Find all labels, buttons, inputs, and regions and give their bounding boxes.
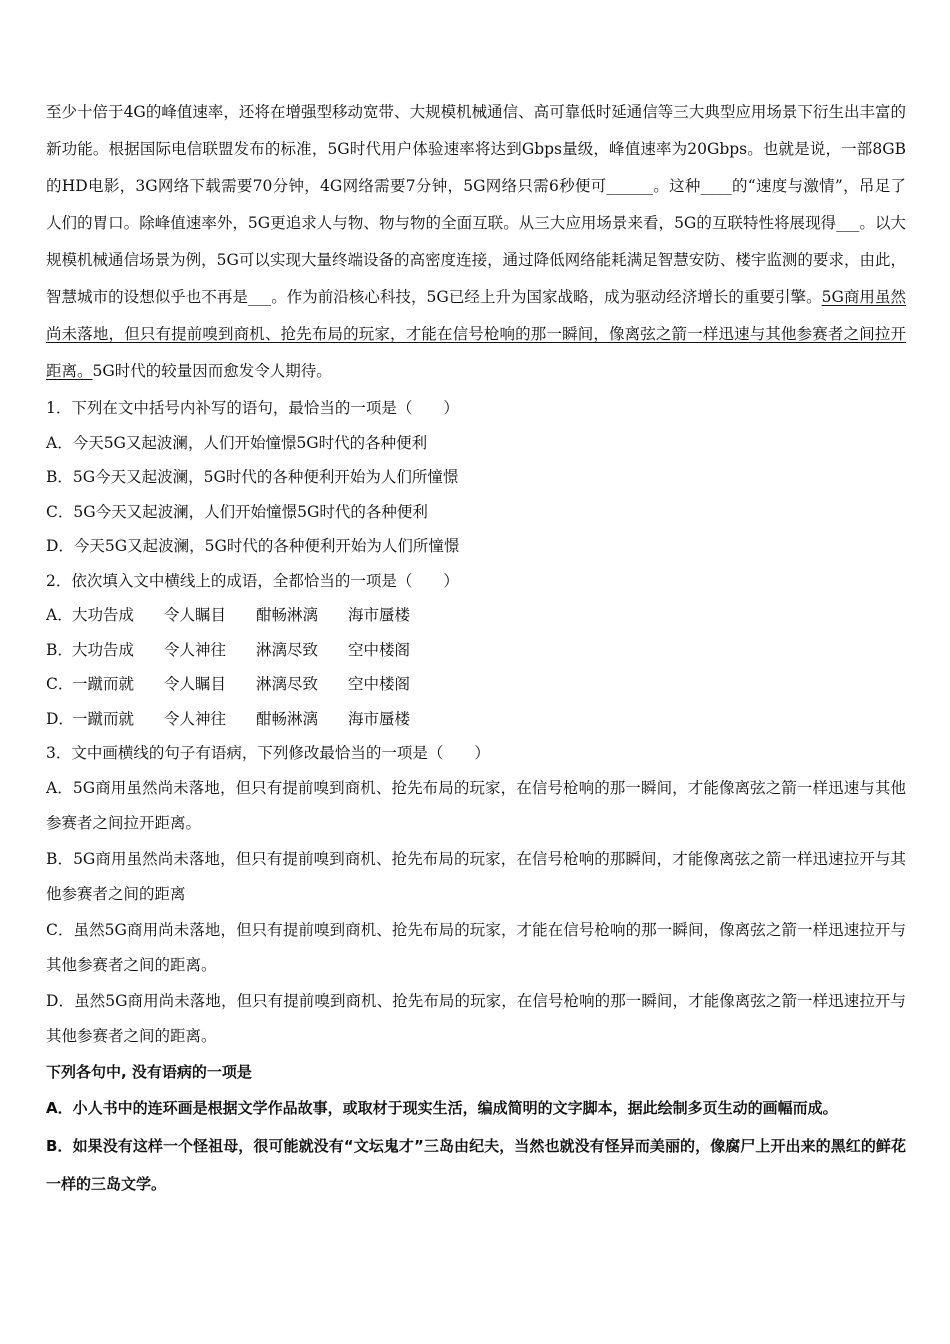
option-letter: D． [46,709,74,728]
idiom: 海市蜃楼 [348,709,411,728]
question-1-stem: 1．下列在文中括号内补写的语句，最恰当的一项是（ ） [46,399,459,417]
question-2 [46,564,906,737]
question-1-option-a[interactable]: A．今天5G又起波澜，人们开始憧憬5G时代的各种便利 [46,433,428,452]
idiom: 一蹴而就 [72,675,135,693]
exam-page [46,94,906,1203]
question-2-option-c[interactable] [46,667,906,702]
idiom: 令人瞩目 [164,606,227,624]
question-4 [46,1055,906,1203]
idiom: 令人瞩目 [164,675,227,693]
question-1-option-c[interactable]: C．5G今天又起波澜，人们开始憧憬5G时代的各种便利 [46,502,428,521]
idiom: 令人神往 [164,709,227,728]
question-3-option-b[interactable]: B．5G商用虽然尚未落地，但只有提前嗅到商机、抢先布局的玩家，在信号枪响的那瞬间，才能像离弦之箭一样迅速拉开与其他参赛者之间的距离 [46,849,906,903]
question-4-option-a[interactable]: A．小人书中的连环画是根据文学作品故事，或取材于现实生活，编成简明的文字脚本，据此绘制多页生动的画幅而成。 [46,1098,838,1117]
question-2-option-b[interactable] [46,633,906,668]
question-2-option-d[interactable] [46,702,906,737]
idiom: 酣畅淋漓 [256,709,319,728]
idiom: 淋漓尽致 [256,675,319,693]
question-2-option-a[interactable] [46,598,906,633]
option-letter: A． [46,606,73,624]
idiom: 大功告成 [72,606,135,624]
question-1-option-b[interactable]: B．5G今天又起波澜，5G时代的各种便利开始为人们所憧憬 [46,468,459,486]
question-2-stem: 2．依次填入文中横线上的成语，全都恰当的一项是（ ） [46,571,459,590]
reading-passage [46,94,906,390]
passage-text-part2: 5G时代的较量因而愈发令人期待。 [92,362,332,380]
idiom: 海市蜃楼 [348,606,411,624]
idiom: 空中楼阁 [348,675,411,693]
question-3 [46,736,906,1055]
idiom: 淋漓尽致 [256,640,319,659]
question-1 [46,391,906,564]
question-1-option-d[interactable]: D．今天5G又起波澜，5G时代的各种便利开始为人们所憧憬 [46,537,460,555]
idiom: 酣畅淋漓 [256,606,319,624]
idiom: 空中楼阁 [348,640,411,659]
question-3-option-d[interactable]: D．虽然5G商用尚未落地，但只有提前嗅到商机、抢先布局的玩家，在信号枪响的那一瞬间，才能像离弦之箭一样迅速拉开与其他参赛者之间的距离。 [46,991,906,1045]
idiom: 令人神往 [164,640,227,659]
question-4-stem: 下列各句中, 没有语病的一项是 [46,1062,252,1081]
question-4-option-b[interactable]: B．如果没有这样一个怪祖母，很可能就没有“文坛鬼才”三岛由纪夫，当然也就没有怪异而美丽的，像腐尸上开出来的黑红的鲜花一样的三岛文学。 [46,1136,906,1193]
idiom: 一蹴而就 [72,709,135,728]
question-3-stem: 3．文中画横线的句子有语病，下列修改最恰当的一项是（ ） [46,744,490,762]
option-letter: B． [46,640,73,659]
idiom: 大功告成 [72,640,135,659]
underlined-sentence: 5G商用虽然尚未落地，但只有提前嗅到商机、抢先布局的玩家，才能在信号枪响的那一瞬间，像离弦之箭一样迅速与其他参赛者之间拉开距离。 [46,288,907,380]
option-letter: C． [46,675,74,693]
question-3-option-c[interactable]: C．虽然5G商用尚未落地，但只有提前嗅到商机、抢先布局的玩家，才能在信号枪响的那一瞬间，像离弦之箭一样迅速拉开与其他参赛者之间的距离。 [46,920,906,974]
question-3-option-a[interactable]: A．5G商用虽然尚未落地，但只有提前嗅到商机、抢先布局的玩家，在信号枪响的那一瞬间，才能像离弦之箭一样迅速与其他参赛者之间拉开距离。 [46,778,906,832]
passage-text-part1: 至少十倍于4G的峰值速率，还将在增强型移动宽带、大规模机械通信、高可靠低时延通信等三大典型应用场景下衍生出丰富的新功能。根据国际电信联盟发布的标准，5G时代用户体验速率将达到Gbps量级，峰值速率为20Gbps。也就是说，一部8GB的HD电影，3G网络下载需要70分钟，4G网络需要7分钟，5G网络只需6秒便可______。这种____的“速度与激情”，吊足了人们的胃口。除峰值速率外，5G更追求人与物、物与物的全面互联。从三大应用场景来看，5G的互联特性将展现得___。以大规模机械通信场景为例，5G可以实现大量终端设备的高密度连接，通过降低网络能耗满足智慧安防、楼宇监测的要求，由此，智慧城市的设想似乎也不再是___。作为前沿核心科技，5G已经上升为国家战略，成为驱动经济增长的重要引擎。 [46,103,906,306]
